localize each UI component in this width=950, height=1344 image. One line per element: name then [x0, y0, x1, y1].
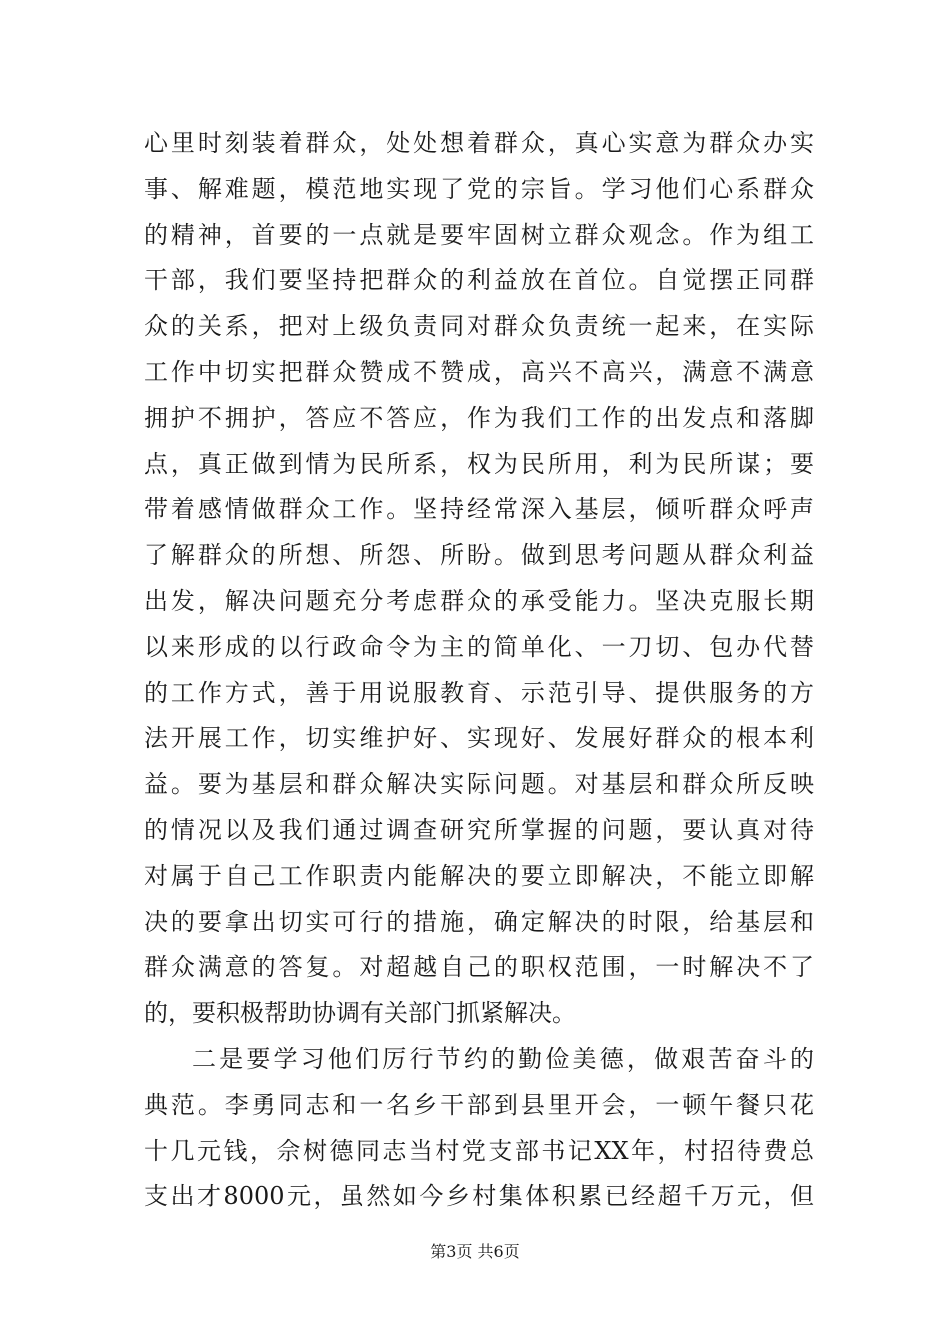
- text-line: 的精神，首要的一点就是要牢固树立群众观念。作为组工: [144, 220, 814, 249]
- text-line: 了解群众的所想、所怨、所盼。做到思考问题从群众利益: [144, 541, 814, 570]
- text-line: 以来形成的以行政命令为主的简单化、一刀切、包办代替: [144, 632, 814, 661]
- text-line: 支出才8000元，虽然如今乡村集体积累已经超千万元，但: [144, 1182, 814, 1211]
- text-line: 决的要拿出切实可行的措施，确定解决的时限，给基层和: [144, 907, 814, 936]
- text-line: 二是要学习他们厉行节约的勤俭美德，做艰苦奋斗的: [192, 1044, 814, 1073]
- body-text: [144, 121, 814, 1220]
- paragraph: [144, 121, 814, 1037]
- text-line: 的，要积极帮助协调有关部门抓紧解决。: [144, 999, 576, 1028]
- text-line: 对属于自己工作职责内能解决的要立即解决，不能立即解: [144, 861, 814, 890]
- text-line: 法开展工作，切实维护好、实现好、发展好群众的根本利: [144, 724, 814, 753]
- page-footer: 第3页 共6页: [430, 1242, 520, 1261]
- text-line: 众的关系，把对上级负责同对群众负责统一起来，在实际: [144, 312, 814, 341]
- text-line: 益。要为基层和群众解决实际问题。对基层和群众所反映: [144, 770, 814, 799]
- text-line: 的工作方式，善于用说服教育、示范引导、提供服务的方: [144, 678, 814, 707]
- text-line: 十几元钱，佘树德同志当村党支部书记XX年，村招待费总: [144, 1136, 814, 1165]
- text-line: 带着感情做群众工作。坚持经常深入基层，倾听群众呼声: [144, 495, 814, 524]
- text-line: 干部，我们要坚持把群众的利益放在首位。自觉摆正同群: [144, 266, 814, 295]
- text-line: 点，真正做到情为民所系，权为民所用，利为民所谋；要: [144, 449, 814, 478]
- text-line: 拥护不拥护，答应不答应，作为我们工作的出发点和落脚: [144, 403, 814, 432]
- text-line: 的情况以及我们通过调查研究所掌握的问题，要认真对待: [144, 815, 814, 844]
- text-line: 心里时刻装着群众，处处想着群众，真心实意为群众办实: [144, 129, 814, 157]
- text-line: 群众满意的答复。对超越自己的职权范围，一时解决不了: [144, 953, 814, 982]
- text-line: 事、解难题，模范地实现了党的宗旨。学习他们心系群众: [144, 174, 814, 203]
- text-line: 工作中切实把群众赞成不赞成，高兴不高兴，满意不满意: [144, 357, 814, 386]
- paragraph: [144, 1037, 814, 1220]
- text-line: 出发，解决问题充分考虑群众的承受能力。坚决克服长期: [144, 586, 814, 615]
- text-line: 典范。李勇同志和一名乡干部到县里开会，一顿午餐只花: [144, 1090, 814, 1119]
